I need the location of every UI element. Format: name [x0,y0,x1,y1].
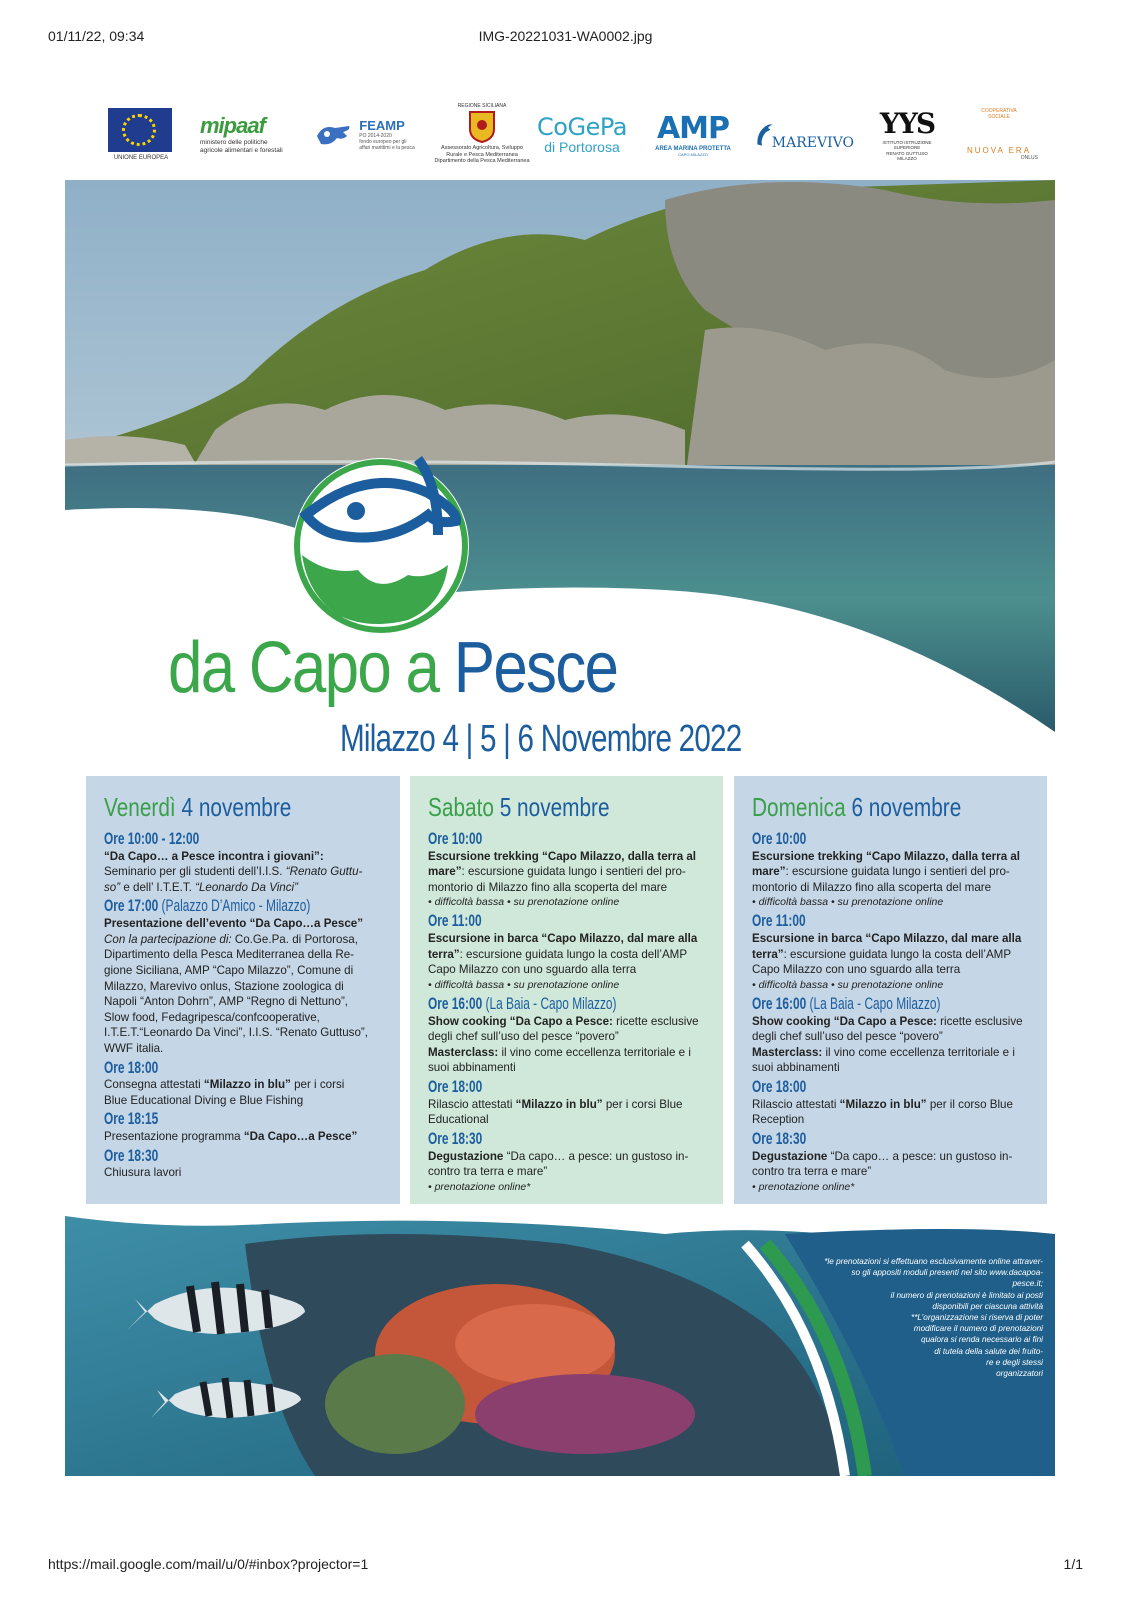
feamp-sub2: fondo europeo per gli [359,138,407,145]
title-part2: Pesce [453,628,618,708]
print-page-number: 1/1 [1063,1556,1083,1572]
program-item: Ore 10:00 Escursione trekking “Capo Milazzo, dalla terra al mare”: escursione guidata lungo i sentieri del pro- montorio di Milazzo fino alla scoperta del mare • difficoltà bassa • su prenotazione online [752,829,1021,909]
item-time: Ore 18:00 [104,1057,159,1077]
mipaaf-name: mipaaf [200,112,265,138]
iis-symbol: YYS [879,106,935,140]
regione-sub2: Rurale e Pesca Mediterranea [446,151,518,158]
amp-name: AMP [656,111,730,146]
coop-onlus: ONLUS [1020,154,1038,161]
day-panel-sunday [734,776,1047,1220]
print-footer [48,1556,1083,1574]
print-header [48,28,1083,46]
marevivo-logo [754,100,854,168]
item-time: Ore 16:00 (La Baia - Capo Milazzo) [428,993,617,1013]
mipaaf-sub2: agricole alimentari e forestali [200,147,283,154]
cogepa-name: CoGePa [537,113,627,141]
marevivo-name: MAREVIVO [771,135,854,151]
regione-top: REGIONE SICILIANA [457,102,507,109]
cogepa-logo [532,100,632,168]
program-item: Ore 18:30 Chiusura lavori [104,1147,384,1181]
print-date: 01/11/22, 09:34 [48,28,145,44]
mipaaf-sub1: ministero delle politiche [200,138,268,146]
amp-sub: AREA MARINA PROTETTA [655,146,731,152]
feamp-sub3: affari marittimi e la pesca [359,144,415,151]
coop-name: NUOVA ERA [966,145,1032,155]
eu-caption: UNIONE EUROPEA [113,154,169,161]
event-title [168,628,618,708]
program-item: Ore 11:00 Escursione in barca “Capo Milazzo, dal mare alla terra”: escursione guidata lungo la costa dell’AMP Capo Milazzo con uno sguardo alla terra • difficoltà bassa • su prenotazione online [752,911,1022,991]
item-time: Ore 16:00 (La Baia - Capo Milazzo) [752,993,941,1013]
item-time: Ore 18:30 [428,1128,483,1148]
day-heading: Domenica 6 novembre [752,792,962,822]
eu-flag-icon [108,108,172,152]
event-subtitle: Milazzo 4 | 5 | 6 Novembre 2022 [340,718,742,760]
amp-logo [648,100,738,168]
program-item: Ore 11:00 Escursione in barca “Capo Milazzo, dal mare alla terra”: escursione guidata lungo la costa dell’AMP Capo Milazzo con uno sguardo alla terra • difficoltà bassa • su prenotazione online [428,911,698,991]
regione-shield-icon [469,111,495,143]
program-item: Ore 18:00 Consegna attestati “Milazzo in blu” per i corsi Blue Educational Diving e Blue Fishing [104,1057,345,1107]
item-time: Ore 10:00 - 12:00 [104,829,200,848]
coop-top1: COOPERATIVA [981,107,1017,114]
fish-emblem-icon [268,455,494,637]
coop-logo [960,100,1038,168]
program-item: Ore 18:30 Degustazione “Da capo… a pesce: un gustoso in- contro tra terra e mare” • prenotazione online* [752,1128,1013,1193]
program-item: Ore 10:00 - 12:00 “Da Capo… a Pesce incontra i giovani”: Seminario per gli studenti dell’I.I.S. “Renato Guttu- so” e dell’ I.T.E.T. “Leonardo Da Vinci” [104,829,363,894]
item-time: Ore 10:00 [752,829,807,848]
booking-notes: *le prenotazioni si effettuano esclusivamente online attraver- so gli appositi moduli presenti nel sito www.dacapoa- pesce.it; il numero di prenotazioni è limitato ai posti disponibili per ciascuna attività **L’organizzazione si riserva di poter modificare il numero di prenotazioni qualora si renda necessario ai fini di tutela della salute dei fruito- re e degli stessi organizzatori [824,1257,1043,1379]
program-item: Ore 17:00 (Palazzo D’Amico - Milazzo) Presentazione dell’evento “Da Capo…a Pesce” Con la partecipazione di: Co.Ge.Pa. di Portorosa, Dipartimento della Pesca Mediterranea della Re- gione Siciliana, AMP “Capo Milazzo”, Comune di Milazzo, Marevivo onlus, Stazione zoologica di Napoli “Anton Dohrn”, AMP “Regno di Nettuno”, Slow food, Fedagripesca/confcooperative, I.T.E.T.“Leonardo Da Vinci”, I.I.S. “Renato Guttuso”, WWF italia. [104,896,368,1055]
eu-logo [108,100,174,168]
item-time: Ore 18:15 [104,1109,159,1129]
feamp-hand-icon [313,118,353,150]
program-item: Ore 18:00 Rilascio attestati “Milazzo in blu” per i corsi Blue Educational [428,1077,683,1127]
iis-sub1: ISTITUTO ISTRUZIONE SUPERIORE [882,139,932,151]
sponsor-logos [108,100,1038,168]
program-item: Ore 18:00 Rilascio attestati “Milazzo in blu” per il corso Blue Reception [752,1077,1013,1127]
item-time: Ore 18:30 [104,1145,159,1165]
day-panel-friday [86,776,400,1220]
item-time: Ore 11:00 [752,911,806,931]
iis-sub2: RENATO GUTTUSO MILAZZO [886,150,928,161]
regione-sub3: Dipartimento della Pesca Mediterranea [434,158,530,165]
iis-logo [876,100,938,168]
amp-sub2: CAPO MILAZZO [678,152,708,157]
title-part1: da Capo a [168,628,439,708]
item-time: Ore 11:00 [428,911,482,931]
underwater-photo [65,1204,1055,1476]
mipaaf-logo [200,100,292,168]
day-heading: Sabato 5 novembre [428,792,610,822]
program-item: Ore 18:30 Degustazione “Da capo… a pesce: un gustoso in- contro tra terra e mare” • prenotazione online* [428,1128,689,1193]
regione-logo [426,100,538,168]
item-time: Ore 10:00 [428,829,483,848]
item-time: Ore 18:00 [752,1077,807,1096]
item-time: Ore 17:00 (Palazzo D’Amico - Milazzo) [104,896,311,916]
program-item: Ore 16:00 (La Baia - Capo Milazzo) Show cooking “Da Capo a Pesce: ricette esclusive degli chef sull’uso del pesce “povero” Masterclass: il vino come eccellenza territoriale e i suoi abbinamenti [428,993,699,1075]
cogepa-sub: di Portorosa [544,139,620,155]
feamp-name: FEAMP [359,117,405,133]
day-heading: Venerdì 4 novembre [104,792,292,822]
feamp-sub1: PO 2014-2020 [359,132,392,139]
program-item: Ore 18:15 Presentazione programma “Da Capo…a Pesce” [104,1109,358,1144]
item-time: Ore 18:30 [752,1128,807,1148]
regione-sub1: Assessorato Agricoltura, Sviluppo [441,144,523,151]
item-time: Ore 18:00 [428,1077,483,1096]
program-item: Ore 16:00 (La Baia - Capo Milazzo) Show cooking “Da Capo a Pesce: ricette esclusive degli chef sull’uso del pesce “povero” Masterclass: il vino come eccellenza territoriale e i suoi abbinamenti [752,993,1023,1075]
day-panel-saturday [410,776,723,1220]
print-url: https://mail.google.com/mail/u/0/#inbox?projector=1 [48,1556,369,1572]
feamp-logo [308,100,420,168]
print-filename: IMG-20221031-WA0002.jpg [478,28,653,44]
program-item: Ore 10:00 Escursione trekking “Capo Milazzo, dalla terra al mare”: escursione guidata lungo i sentieri del pro- montorio di Milazzo fino alla scoperta del mare • difficoltà bassa • su prenotazione online [428,829,697,909]
coop-top2: SOCIALE [988,113,1010,120]
